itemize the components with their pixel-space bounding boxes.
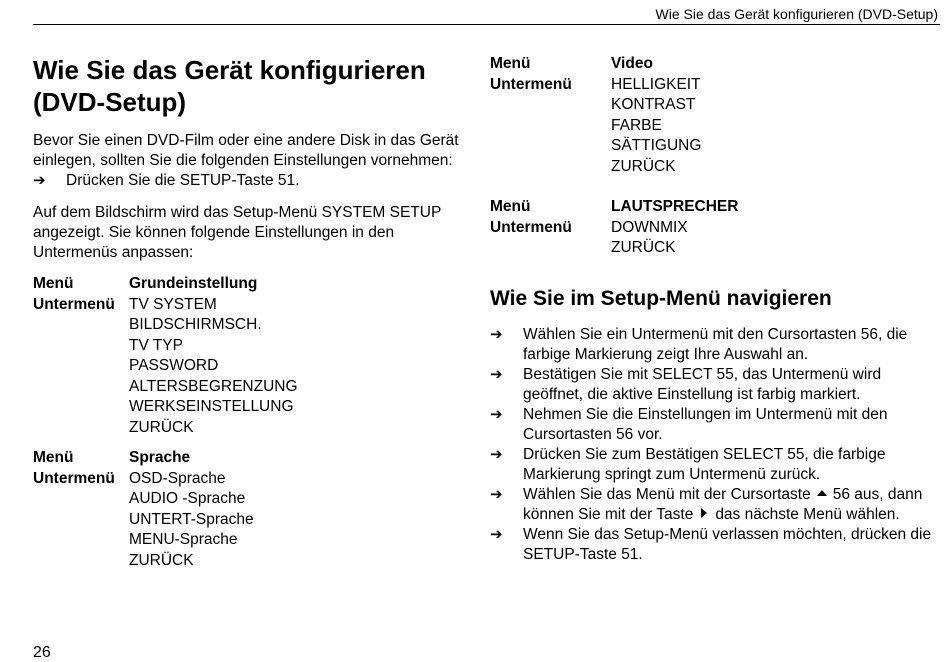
nav-step: ➔ Bestätigen Sie mit SELECT 55, das Untermenü wird geöffnet, die aktive Einstellung ist farbig markiert. [490, 365, 882, 403]
arrow-icon: ➔ [490, 485, 503, 503]
menu-label: Menü [33, 449, 74, 466]
nav-section-title: Wie Sie im Setup-Menü navigieren [490, 286, 832, 310]
menu-name: LAUTSPRECHER [611, 198, 739, 215]
page-number: 26 [33, 644, 51, 661]
submenu-label: Untermenü [490, 218, 572, 236]
menu-name: Sprache [129, 449, 191, 466]
submenu-item: ZURÜCK [611, 239, 676, 256]
menu-label: Menü [33, 275, 74, 292]
submenu-item: DOWNMIX [611, 218, 688, 236]
submenu-item: ZURÜCK [611, 157, 676, 175]
submenu-item: OSD-Sprache [129, 469, 226, 487]
submenu-item: HELLIGKEIT [611, 75, 701, 93]
arrow-icon: ➔ [490, 365, 503, 383]
header-rule [33, 24, 940, 25]
nav-step: ➔ Drücken Sie zum Bestätigen SELECT 55, die farbige Markierung springt zum Untermenü zurück. [490, 445, 886, 483]
left-column [33, 54, 463, 571]
menu-name: Grundeinstellung [129, 275, 258, 292]
submenu-label: Untermenü [33, 295, 115, 313]
arrow-icon: ➔ [490, 405, 503, 423]
nav-step: ➔ Wählen Sie das Menü mit der Cursortaste 56 aus, dann können Sie mit der Taste das nächste Menü wählen. [490, 485, 923, 523]
menu-label: Menü [490, 55, 531, 72]
submenu-item: KONTRAST [611, 96, 696, 113]
submenu-item: TV SYSTEM [129, 295, 217, 313]
arrow-icon: ➔ [33, 172, 46, 189]
menu-lautsprecher [490, 197, 940, 259]
submenu-item: UNTERT-Sprache [129, 510, 254, 528]
menu-video [490, 54, 940, 177]
setup-step: ➔ Drücken Sie die SETUP-Taste 51. [33, 172, 300, 189]
nav-step: ➔ Nehmen Sie die Einstellungen im Untermenü mit den Cursortasten 56 vor. [490, 405, 888, 443]
page-title-line1: Wie Sie das Gerät konfigurieren [33, 55, 426, 85]
submenu-item: MENU-Sprache [129, 531, 238, 548]
submenu-item: BILDSCHIRMSCH. [129, 316, 262, 333]
arrow-icon: ➔ [490, 325, 503, 343]
cursor-up-icon [817, 490, 827, 496]
submenu-item: ZURÜCK [129, 418, 194, 436]
submenu-item: AUDIO -Sprache [129, 490, 246, 507]
page-title-line2: (DVD-Setup) [33, 87, 187, 117]
menu-sprache [33, 448, 463, 571]
arrow-icon: ➔ [490, 445, 503, 463]
running-header: Wie Sie das Gerät konfigurieren (DVD-Setup) [655, 6, 938, 22]
arrow-icon: ➔ [490, 525, 503, 543]
nav-step: ➔ Wählen Sie ein Untermenü mit den Cursortasten 56, die farbige Markierung zeigt Ihre Auswahl an. [490, 325, 908, 363]
submenu-item: TV TYP [129, 336, 183, 354]
nav-steps [490, 325, 940, 565]
menu-grundeinstellung [33, 274, 463, 438]
right-column [490, 54, 940, 565]
submenu-item: FARBE [611, 116, 662, 134]
submenu-label: Untermenü [490, 75, 572, 93]
nav-step: ➔ Wenn Sie das Setup-Menü verlassen möchten, drücken die SETUP-Taste 51. [490, 525, 932, 563]
menu-label: Menü [490, 198, 531, 215]
submenu-item: ZURÜCK [129, 551, 194, 569]
submenu-item: PASSWORD [129, 357, 219, 374]
submenu-item: SÄTTIGUNG [611, 137, 702, 154]
page-title [33, 54, 463, 118]
menu-name: Video [611, 55, 653, 72]
intro-paragraph: Bevor Sie einen DVD-Film oder eine andere Disk in das Gerät einlegen, sollten Sie die folgenden Einstellungen vornehmen: [33, 132, 459, 169]
setup-paragraph: Auf dem Bildschirm wird das Setup-Menü SYSTEM SETUP angezeigt. Sie können folgende Einstellungen in den Untermenüs anpassen: [33, 204, 442, 261]
submenu-item: ALTERSBEGRENZUNG [129, 377, 298, 395]
submenu-item: WERKSEINSTELLUNG [129, 398, 294, 415]
submenu-label: Untermenü [33, 469, 115, 487]
cursor-right-icon [701, 508, 707, 518]
